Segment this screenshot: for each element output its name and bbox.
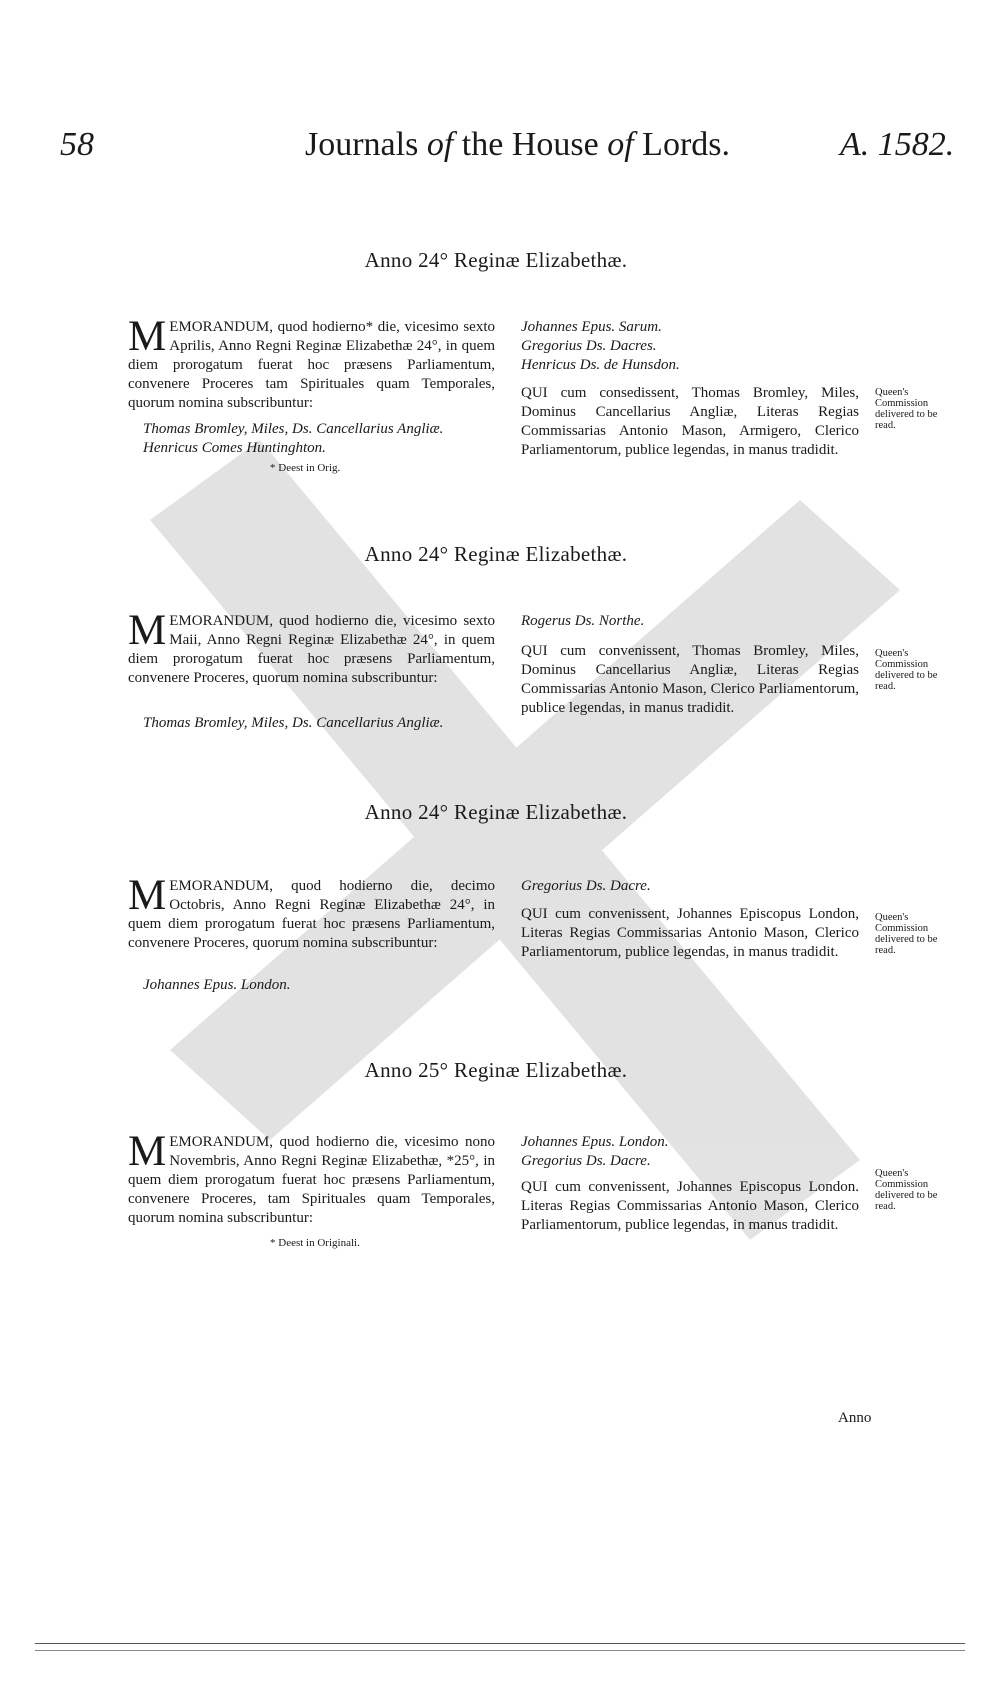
memo-body: EMORANDUM, quod hodierno die, decimo Octobris, Anno Regni Reginæ Elizabethæ 24°, in quem diem prorogatum fuerat hoc præsens Parliamentum, convenere Proceres, quorum nomina subscribuntur: <box>128 878 495 951</box>
title-part: the <box>453 126 512 163</box>
margin-note: Queen's Commission delivered to be read. <box>875 387 938 431</box>
running-header <box>0 118 992 178</box>
proceedings-text: QUI cum convenissent, Johannes Episcopus London, Literas Regias Commissarias Antonio Mason, Clerico Parliamentorum, publice legendas, in manus tradidit. <box>521 906 859 960</box>
title-part: of <box>426 126 454 163</box>
drop-cap: M <box>128 1128 167 1175</box>
title-part: Journals <box>305 126 427 163</box>
signature: Henricus Ds. de Hunsdon. <box>521 357 680 373</box>
margin-note: Queen's Commission delivered to be read. <box>875 648 938 692</box>
memorandum-text <box>128 872 495 953</box>
title-part: House <box>511 126 599 163</box>
signature-list <box>521 877 859 896</box>
signature: Gregorius Ds. Dacres. <box>521 338 657 354</box>
drop-cap: M <box>128 313 167 360</box>
memorandum-text <box>128 313 495 413</box>
section-title: Anno 25° Reginæ Elizabethæ. <box>364 1058 628 1082</box>
signature: Thomas Bromley, Miles, Ds. Cancellarius Angliæ. <box>143 715 444 731</box>
margin-note: Queen's Commission delivered to be read. <box>875 912 938 956</box>
memorandum-text <box>128 1128 495 1228</box>
proceedings-text: QUI cum consedissent, Thomas Bromley, Miles, Dominus Cancellarius Angliæ, Literas Regias Commissarias Antonio Mason, Armigero, Clerico Parliamentorum, publice legendas, in manus tradidit. <box>521 385 859 458</box>
signature-list <box>143 976 510 995</box>
proceedings-text: QUI cum convenissent, Johannes Episcopus London. Literas Regias Commissarias Antonio Mason, Clerico Parliamentorum, publice legendas, in manus tradidit. <box>521 1179 859 1233</box>
proceedings-text: QUI cum convenissent, Thomas Bromley, Miles, Dominus Cancellarius Angliæ, Literas Regias Commissarias Antonio Mason, Clerico Parliamentorum, publice legendas, in manus tradidit. <box>521 643 859 716</box>
signature: Johannes Epus. London. <box>521 1134 669 1150</box>
signature-list <box>521 612 859 631</box>
drop-cap: M <box>128 872 167 919</box>
section-title: Anno 24° Reginæ Elizabethæ. <box>364 542 628 566</box>
signature: Henricus Comes Huntinghton. <box>143 440 326 456</box>
memorandum-text <box>128 607 495 688</box>
year-heading: A. 1582. <box>840 126 955 163</box>
page-number: 58 <box>60 126 94 163</box>
section-title: Anno 24° Reginæ Elizabethæ. <box>364 248 628 272</box>
memo-body: EMORANDUM, quod hodierno* die, vicesimo sexto Aprilis, Anno Regni Reginæ Elizabethæ 24°, in quem diem prorogatum fuerat hoc præsens Parliamentum, convenere Proceres tam Spirituales quam Temporales, quorum nomina subscribuntur: <box>128 319 495 411</box>
signature: Johannes Epus. London. <box>143 977 291 993</box>
memo-body: EMORANDUM, quod hodierno die, vicesimo sexto Maii, Anno Regni Reginæ Elizabethæ 24°, in quem diem prorogatum fuerat hoc præsens Parliamentum, convenere Proceres, quorum nomina subscribuntur: <box>128 613 495 686</box>
signature: Johannes Epus. Sarum. <box>521 319 662 335</box>
signature: Gregorius Ds. Dacre. <box>521 1153 651 1169</box>
catchword: Anno <box>838 1410 872 1426</box>
footnote: * Deest in Orig. <box>270 462 341 474</box>
memo-body: EMORANDUM, quod hodierno die, vicesimo nono Novembris, Anno Regni Reginæ Elizabethæ, *25°, in quem diem prorogatum fuerat hoc præsens Parliamentum, convenere Proceres, tam Spirituales quam Temporales, quorum nomina subscribuntur: <box>128 1134 495 1226</box>
section-title: Anno 24° Reginæ Elizabethæ. <box>364 800 628 824</box>
footnote: * Deest in Originali. <box>270 1237 360 1249</box>
signature: Gregorius Ds. Dacre. <box>521 878 651 894</box>
journal-title <box>305 126 730 164</box>
signature-list <box>143 714 510 733</box>
signature-list <box>521 1133 859 1171</box>
drop-cap: M <box>128 607 167 654</box>
signature-list <box>143 420 510 458</box>
bottom-rule <box>35 1643 965 1644</box>
signature-list <box>521 318 859 375</box>
signature: Thomas Bromley, Miles, Ds. Cancellarius Angliæ. <box>143 421 444 437</box>
margin-note: Queen's Commission delivered to be read. <box>875 1168 938 1212</box>
title-part: of <box>598 126 643 163</box>
bottom-rule <box>35 1650 965 1651</box>
signature: Rogerus Ds. Northe. <box>521 613 645 629</box>
title-part: Lords. <box>642 126 730 163</box>
